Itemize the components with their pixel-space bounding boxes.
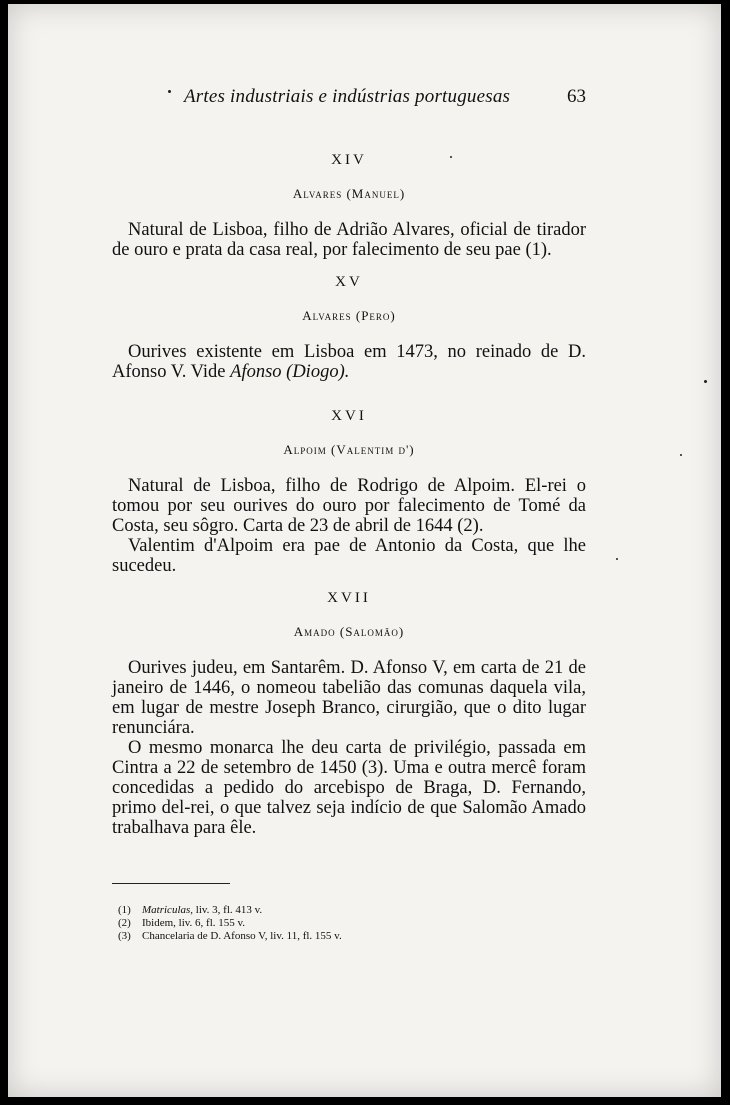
paragraph: Valentim d'Alpoim era pae de Antonio da Costa, que lhe sucedeu. bbox=[112, 536, 586, 576]
footnote-number: (3) bbox=[118, 930, 131, 942]
footnotes bbox=[118, 904, 518, 943]
page-number: 63 bbox=[567, 86, 586, 107]
paragraph: Natural de Lisboa, filho de Adrião Alvares, oficial de tirador de ouro e prata da casa real, por falecimento de seu pae (1). bbox=[112, 220, 586, 260]
footnote bbox=[118, 930, 518, 943]
scan-speck bbox=[450, 156, 452, 158]
scan-speck bbox=[168, 90, 171, 93]
footnote bbox=[118, 904, 518, 917]
paragraph-text: Ourives existente em Lisboa em 1473, no reinado de D. Afonso V. Vide bbox=[112, 342, 586, 382]
paragraph: Natural de Lisboa, filho de Rodrigo de Alpoim. El-rei o tomou por seu ourives do ouro por falecimento de Tomé da Costa, seu sôgro. Carta de 23 de abril de 1644 (2). bbox=[112, 476, 586, 536]
footnote bbox=[118, 917, 518, 930]
running-title: Artes industriais e indústrias portuguesas bbox=[184, 86, 511, 107]
footnote-text: Chancelaria de D. Afonso V, liv. 11, fl. 155 v. bbox=[142, 930, 342, 942]
entry-heading: Alvares (Manuel) bbox=[292, 186, 406, 201]
footnote-source: Matriculas, bbox=[142, 904, 194, 916]
cross-reference: Afonso (Diogo). bbox=[230, 362, 350, 382]
entry-heading: Alvares (Pero) bbox=[302, 308, 396, 323]
entry-number: XVII bbox=[327, 590, 371, 606]
entry-xvi bbox=[112, 406, 586, 576]
footnote-number: (2) bbox=[118, 917, 131, 929]
entry-xvii bbox=[112, 588, 586, 838]
entry-number: XV bbox=[335, 274, 363, 290]
footnote-text: liv. 3, fl. 413 v. bbox=[193, 904, 263, 916]
paragraph bbox=[112, 342, 586, 382]
scan-speck bbox=[704, 380, 707, 383]
entry-xiv bbox=[112, 150, 586, 260]
running-head bbox=[168, 86, 586, 110]
entry-number: XIV bbox=[331, 152, 367, 168]
scan-speck bbox=[680, 454, 682, 456]
entry-xv bbox=[112, 272, 586, 382]
footnote-number: (1) bbox=[118, 904, 131, 916]
entry-number: XVI bbox=[331, 408, 367, 424]
footnote-divider bbox=[112, 883, 230, 884]
paragraph: Ourives judeu, em Santarêm. D. Afonso V, em carta de 21 de janeiro de 1446, o nomeou tabelião das comunas daquela vila, em lugar de mestre Joseph Branco, cirurgião, que o dito lugar renunciára. bbox=[112, 658, 586, 738]
footnote-text: Ibidem, liv. 6, fl. 155 v. bbox=[142, 917, 246, 929]
scan-speck bbox=[616, 558, 618, 560]
book-page bbox=[8, 4, 721, 1097]
paragraph: O mesmo monarca lhe deu carta de privilégio, passada em Cintra a 22 de setembro de 1450 (3). Uma e outra mercê foram concedidas a pedido do arcebispo de Braga, D. Fernando, primo del-rei, o que talvez seja indício de que Salomão Amado trabalhava para êle. bbox=[112, 738, 586, 838]
body-text bbox=[112, 150, 586, 838]
entry-heading: Amado (Salomão) bbox=[293, 624, 405, 639]
entry-heading: Alpoim (Valentim d') bbox=[283, 442, 415, 457]
